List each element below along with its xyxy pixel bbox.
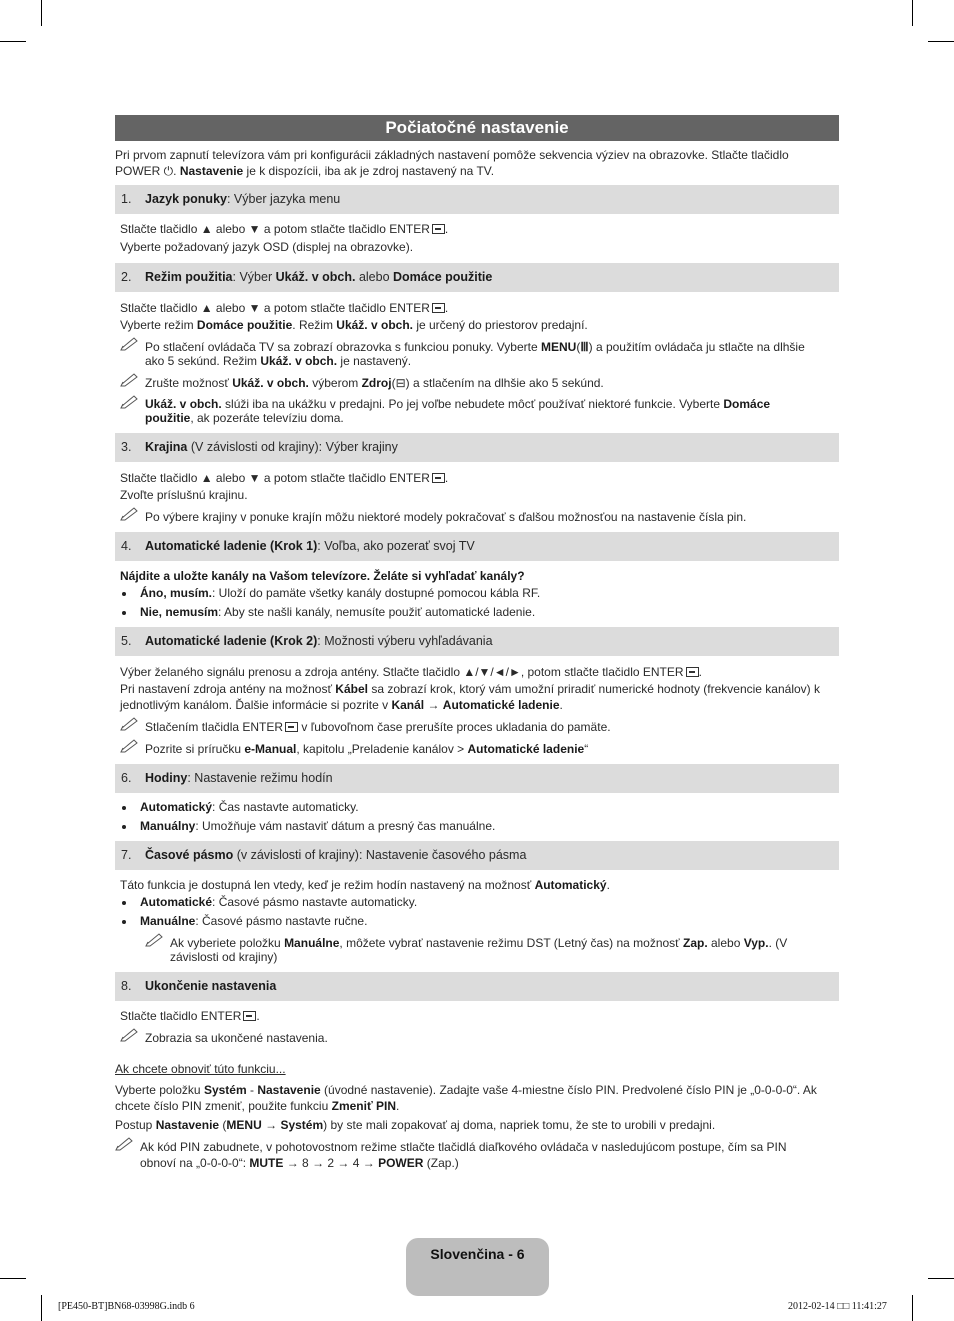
s7-bullet1: Automatické: Časové pásmo nastavte automaticky.	[140, 895, 418, 909]
note-pencil-icon	[120, 372, 140, 387]
s5-line2: Pri nastavení zdroja antény na možnosť Kábel sa zobrazí krok, ktorý vám umožní priradiť numerické hodnoty (frekvencie kanálov) k	[120, 682, 820, 696]
s2-note3-line2: použitie, ak pozeráte televíziu doma.	[145, 411, 344, 425]
s8-note1: Zobrazia sa ukončené nastavenia.	[145, 1031, 328, 1045]
note-pencil-icon	[120, 394, 140, 409]
s3-line2: Zvoľte príslušnú krajinu.	[120, 488, 248, 502]
section-header-4: 4. Automatické ladenie (Krok 1): Voľba, ako pozerať svoj TV	[115, 532, 839, 561]
note-pencil-icon	[145, 932, 165, 947]
note-pencil-icon	[120, 716, 140, 731]
reset-line1: Vyberte položku Systém - Nastavenie (úvodné nastavenie). Zadajte vaše 4-miestne číslo PIN. Predvolené číslo PIN je „0-0-0-0“. Ak	[115, 1083, 817, 1097]
bullet	[122, 611, 126, 615]
s7-line1: Táto funkcia je dostupná len vtedy, keď je režim hodín nastavený na možnosť Automatický.	[120, 878, 610, 892]
section-header-6: 6. Hodiny: Nastavenie režimu hodín	[115, 764, 839, 793]
s6-bullet1: Automatický: Čas nastavte automaticky.	[140, 800, 359, 814]
reset-note-line1: Ak kód PIN zabudnete, v pohotovostnom režime stlačte tlačidlá diaľkového ovládača v nasledujúcom postupe, čím sa PIN	[140, 1140, 787, 1154]
note-pencil-icon	[120, 506, 140, 521]
s7-note1-line1: Ak vyberiete položku Manuálne, môžete vybrať nastavenie režimu DST (Letný čas) na možnosť Zap. alebo Vyp.. (V	[170, 936, 788, 950]
s5-note2: Pozrite si príručku e-Manual, kapitolu „Preladenie kanálov > Automatické ladenie“	[145, 742, 589, 756]
enter-icon	[243, 1011, 256, 1021]
bullet	[122, 920, 126, 924]
s1-line1: Stlačte tlačidlo ▲ alebo ▼ a potom stlačte tlačidlo ENTER .	[120, 222, 449, 236]
section-header-1: 1. Jazyk ponuky: Výber jazyka menu	[115, 185, 839, 214]
crop-mark	[912, 0, 913, 26]
s2-note1-line2: ako 5 sekúnd. Režim Ukáž. v obch. je nastavený.	[145, 354, 412, 368]
s2-note3-line1: Ukáž. v obch. slúži iba na ukážku v predajni. Po jej voľbe nebudete môcť používať niektoré funkcie. Vyberte Domáce	[145, 397, 771, 411]
bullet	[122, 825, 126, 829]
section-header-8: 8. Ukončenie nastavenia	[115, 972, 839, 1001]
bullet	[122, 592, 126, 596]
section-header-5: 5. Automatické ladenie (Krok 2): Možnosti výberu vyhľadávania	[115, 627, 839, 656]
note-pencil-icon	[120, 738, 140, 753]
intro-line1: Pri prvom zapnutí televízora vám pri konfigurácii základných nastavení pomôže sekvencia výziev na obrazovke. Stlačte tlačidlo	[115, 148, 789, 162]
s5-line3: jednotlivým kanálom. Ďalšie informácie si pozrite v Kanál → Automatické ladenie.	[120, 698, 563, 712]
note-pencil-icon	[120, 1027, 140, 1042]
page-title: Počiatočné nastavenie	[115, 115, 839, 141]
crop-mark	[912, 1295, 913, 1321]
s2-line1: Stlačte tlačidlo ▲ alebo ▼ a potom stlačte tlačidlo ENTER .	[120, 301, 449, 315]
s5-note1: Stlačením tlačidla ENTER v ľubovoľnom čase prerušíte proces ukladania do pamäte.	[145, 720, 611, 734]
s7-note1-line2: závislosti od krajiny)	[170, 950, 278, 964]
crop-mark	[928, 1278, 954, 1279]
power-icon: ⏻	[163, 164, 174, 178]
crop-mark	[0, 41, 26, 42]
s3-note1: Po výbere krajiny v ponuke krajín môžu niektoré modely pokračovať s ďalšou možnosťou na nastavenie čísla pin.	[145, 510, 747, 524]
s3-line1: Stlačte tlačidlo ▲ alebo ▼ a potom stlačte tlačidlo ENTER .	[120, 471, 449, 485]
source-icon: ⊟	[395, 376, 406, 390]
bullet	[122, 806, 126, 810]
s4-bullet1: Áno, musím.: Uloží do pamäte všetky kanály dostupné pomocou kábla RF.	[140, 586, 541, 600]
crop-mark	[41, 1295, 42, 1321]
intro-line2: POWER ⏻. Nastavenie je k dispozícii, iba ak je zdroj nastavený na TV.	[115, 164, 495, 178]
file-info: [PE450-BT]BN68-03998G.indb 6	[58, 1301, 195, 1312]
s5-line1: Výber želaného signálu prenosu a zdroja antény. Stlačte tlačidlo ▲/▼/◄/►, potom stlačte tlačidlo ENTER .	[120, 665, 702, 679]
bullet	[122, 901, 126, 905]
s1-line2: Vyberte požadovaný jazyk OSD (displej na obrazovke).	[120, 240, 414, 254]
crop-mark	[0, 1278, 26, 1279]
page-number-label: Slovenčina - 6	[430, 1246, 525, 1262]
section-header-2: 2. Režim použitia: Výber Ukáž. v obch. alebo Domáce použitie	[115, 263, 839, 292]
s2-line2: Vyberte režim Domáce použitie. Režim Ukáž. v obch. je určený do priestorov predajní.	[120, 318, 588, 332]
reset-line2: chcete číslo PIN zmeniť, použite funkciu Zmeniť PIN.	[115, 1099, 400, 1113]
enter-icon	[285, 722, 298, 732]
s7-bullet2: Manuálne: Časové pásmo nastavte ručne.	[140, 914, 368, 928]
enter-icon	[432, 473, 445, 483]
note-pencil-icon	[115, 1136, 135, 1151]
reset-heading: Ak chcete obnoviť túto funkciu...	[115, 1062, 286, 1076]
section-header-7: 7. Časové pásmo (v závislosti of krajiny): Nastavenie časového pásma	[115, 841, 839, 870]
crop-mark	[41, 0, 42, 26]
enter-icon	[686, 667, 699, 677]
crop-mark	[928, 41, 954, 42]
section-header-3: 3. Krajina (V závislosti od krajiny): Výber krajiny	[115, 433, 839, 462]
menu-icon: Ⅲ	[580, 340, 589, 354]
note-pencil-icon	[120, 336, 140, 351]
s4-bullet2: Nie, nemusím: Aby ste našli kanály, nemusíte použiť automatické ladenie.	[140, 605, 536, 619]
s6-bullet2: Manuálny: Umožňuje vám nastaviť dátum a presný čas manuálne.	[140, 819, 496, 833]
reset-note-line2: obnoví na „0-0-0-0“: MUTE → 8 → 2 → 4 → POWER (Zap.)	[140, 1156, 459, 1170]
s4-question: Nájdite a uložte kanály na Vašom televízore. Želáte si vyhľadať kanály?	[120, 569, 525, 583]
enter-icon	[432, 224, 445, 234]
s8-line1: Stlačte tlačidlo ENTER .	[120, 1009, 260, 1023]
reset-line3: Postup Nastavenie (MENU → Systém) by ste mali zopakovať aj doma, napriek tomu, že ste to urobili v predajni.	[115, 1118, 716, 1132]
s2-note2: Zrušte možnosť Ukáž. v obch. výberom Zdroj(⊟) a stlačením na dlhšie ako 5 sekúnd.	[145, 376, 604, 390]
enter-icon	[432, 303, 445, 313]
print-date: 2012-02-14 □□ 11:41:27	[788, 1301, 887, 1312]
s2-note1-line1: Po stlačení ovládača TV sa zobrazí obrazovka s funkciou ponuky. Vyberte MENU(Ⅲ) a použitím ovládača ju stlačte na dlhšie	[145, 340, 805, 354]
